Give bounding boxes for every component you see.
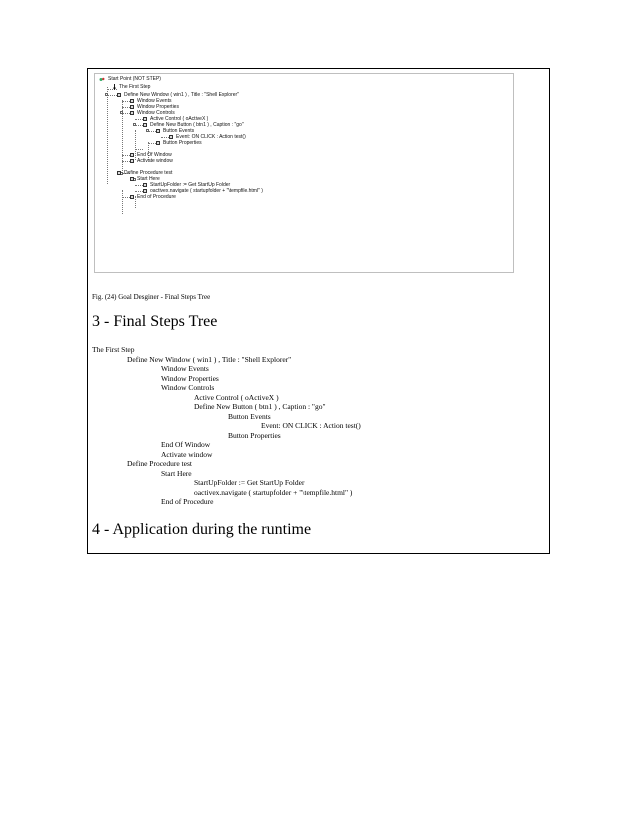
tree-connector bbox=[135, 185, 143, 186]
step-line: Window Properties bbox=[161, 373, 219, 383]
tree-connector bbox=[122, 107, 130, 108]
node-icon bbox=[130, 153, 134, 157]
tree-node[interactable]: StartUpFolder := Get StartUp Folder bbox=[143, 182, 230, 188]
section-4-title: 4 - Application during the runtime bbox=[92, 521, 312, 538]
tree-node[interactable]: Button Properties bbox=[156, 140, 202, 146]
tree-connector bbox=[135, 125, 143, 126]
node-icon bbox=[130, 159, 134, 163]
step-arrow-icon bbox=[113, 84, 116, 90]
start-point-icon bbox=[99, 77, 105, 82]
tree-node[interactable]: oactivex.navigate ( startupfolder + "\tempfile.html" ) bbox=[143, 188, 263, 194]
node-icon bbox=[156, 141, 160, 145]
node-icon bbox=[169, 135, 173, 139]
step-line: Start Here bbox=[161, 468, 192, 478]
node-icon bbox=[130, 99, 134, 103]
tree-node[interactable]: Active Control ( oActiveX ) bbox=[143, 116, 208, 122]
tree-node[interactable]: Window Events bbox=[130, 98, 171, 104]
tree-node-start-point[interactable]: Start Point (NOT STEP) bbox=[99, 76, 161, 82]
steps-tree-screenshot bbox=[94, 73, 514, 273]
node-icon bbox=[130, 177, 134, 181]
tree-connector bbox=[135, 149, 143, 150]
step-line: Define New Button ( btn1 ) , Caption : "go" bbox=[194, 402, 326, 411]
step-line: Window Controls bbox=[161, 383, 215, 392]
figure-caption: Fig. (24) Goal Desginer - Final Steps Tree bbox=[92, 293, 211, 301]
tree-node[interactable]: Define New Button ( btn1 ) , Caption : "go" bbox=[143, 122, 244, 128]
node-icon bbox=[130, 105, 134, 109]
tree-node[interactable]: Start Here bbox=[130, 176, 160, 182]
tree-node-first-step[interactable]: The First Step bbox=[113, 84, 150, 90]
node-icon bbox=[130, 111, 134, 115]
tree-node[interactable]: End of Procedure bbox=[130, 194, 176, 200]
node-icon bbox=[156, 129, 160, 133]
tree-node[interactable]: Window Controls bbox=[130, 110, 175, 116]
tree-node[interactable]: Define New Window ( win1 ) , Title : "Shell Explorer" bbox=[117, 92, 239, 98]
tree-expander[interactable] bbox=[120, 111, 123, 114]
tree-expander[interactable] bbox=[105, 93, 108, 96]
tree-node[interactable]: Event: ON CLICK : Action test() bbox=[169, 134, 246, 140]
tree-connector bbox=[122, 155, 130, 156]
step-line: Event: ON CLICK : Action test() bbox=[261, 421, 361, 430]
step-line: Button Events bbox=[228, 411, 271, 421]
step-line: Window Events bbox=[161, 364, 209, 373]
tree-connector bbox=[122, 190, 123, 214]
node-icon bbox=[143, 189, 147, 193]
node-icon bbox=[117, 93, 121, 97]
tree-node[interactable]: Window Properties bbox=[130, 104, 179, 110]
tree-connector bbox=[107, 95, 117, 96]
step-line: Active Control ( oActiveX ) bbox=[194, 392, 279, 402]
step-line: End of Procedure bbox=[161, 497, 214, 506]
tree-connector bbox=[122, 197, 130, 198]
step-line: End Of Window bbox=[161, 440, 211, 449]
step-line: The First Step bbox=[92, 345, 135, 354]
node-icon bbox=[143, 117, 147, 121]
step-line: Define New Window ( win1 ) , Title : "Shell Explorer" bbox=[127, 354, 292, 364]
tree-connector bbox=[122, 113, 130, 114]
node-icon bbox=[117, 171, 121, 175]
tree-expander[interactable] bbox=[133, 123, 136, 126]
tree-connector bbox=[122, 161, 130, 162]
step-line: Activate window bbox=[161, 449, 213, 459]
tree-connector bbox=[148, 143, 156, 144]
step-line: Button Properties bbox=[228, 430, 281, 440]
tree-connector bbox=[148, 131, 156, 132]
tree-node[interactable]: Activate window bbox=[130, 158, 173, 164]
tree-connector bbox=[107, 87, 108, 184]
tree-connector bbox=[122, 101, 130, 102]
step-line: StartUpFolder := Get StartUp Folder bbox=[194, 478, 305, 487]
tree-node[interactable]: Define Procedure test bbox=[117, 170, 172, 176]
node-icon bbox=[130, 195, 134, 199]
tree-expander[interactable] bbox=[146, 129, 149, 132]
step-line: Define Procedure test bbox=[127, 459, 192, 468]
step-line: oactivex.navigate ( startupfolder + "\tempfile.html" ) bbox=[194, 487, 353, 497]
tree-node[interactable]: Button Events bbox=[156, 128, 194, 134]
tree-connector bbox=[161, 137, 169, 138]
node-icon bbox=[143, 183, 147, 187]
tree-node[interactable]: End Of Window bbox=[130, 152, 172, 158]
tree-connector bbox=[135, 191, 143, 192]
node-icon bbox=[143, 123, 147, 127]
section-3-title: 3 - Final Steps Tree bbox=[92, 313, 218, 330]
tree-connector bbox=[135, 119, 143, 120]
